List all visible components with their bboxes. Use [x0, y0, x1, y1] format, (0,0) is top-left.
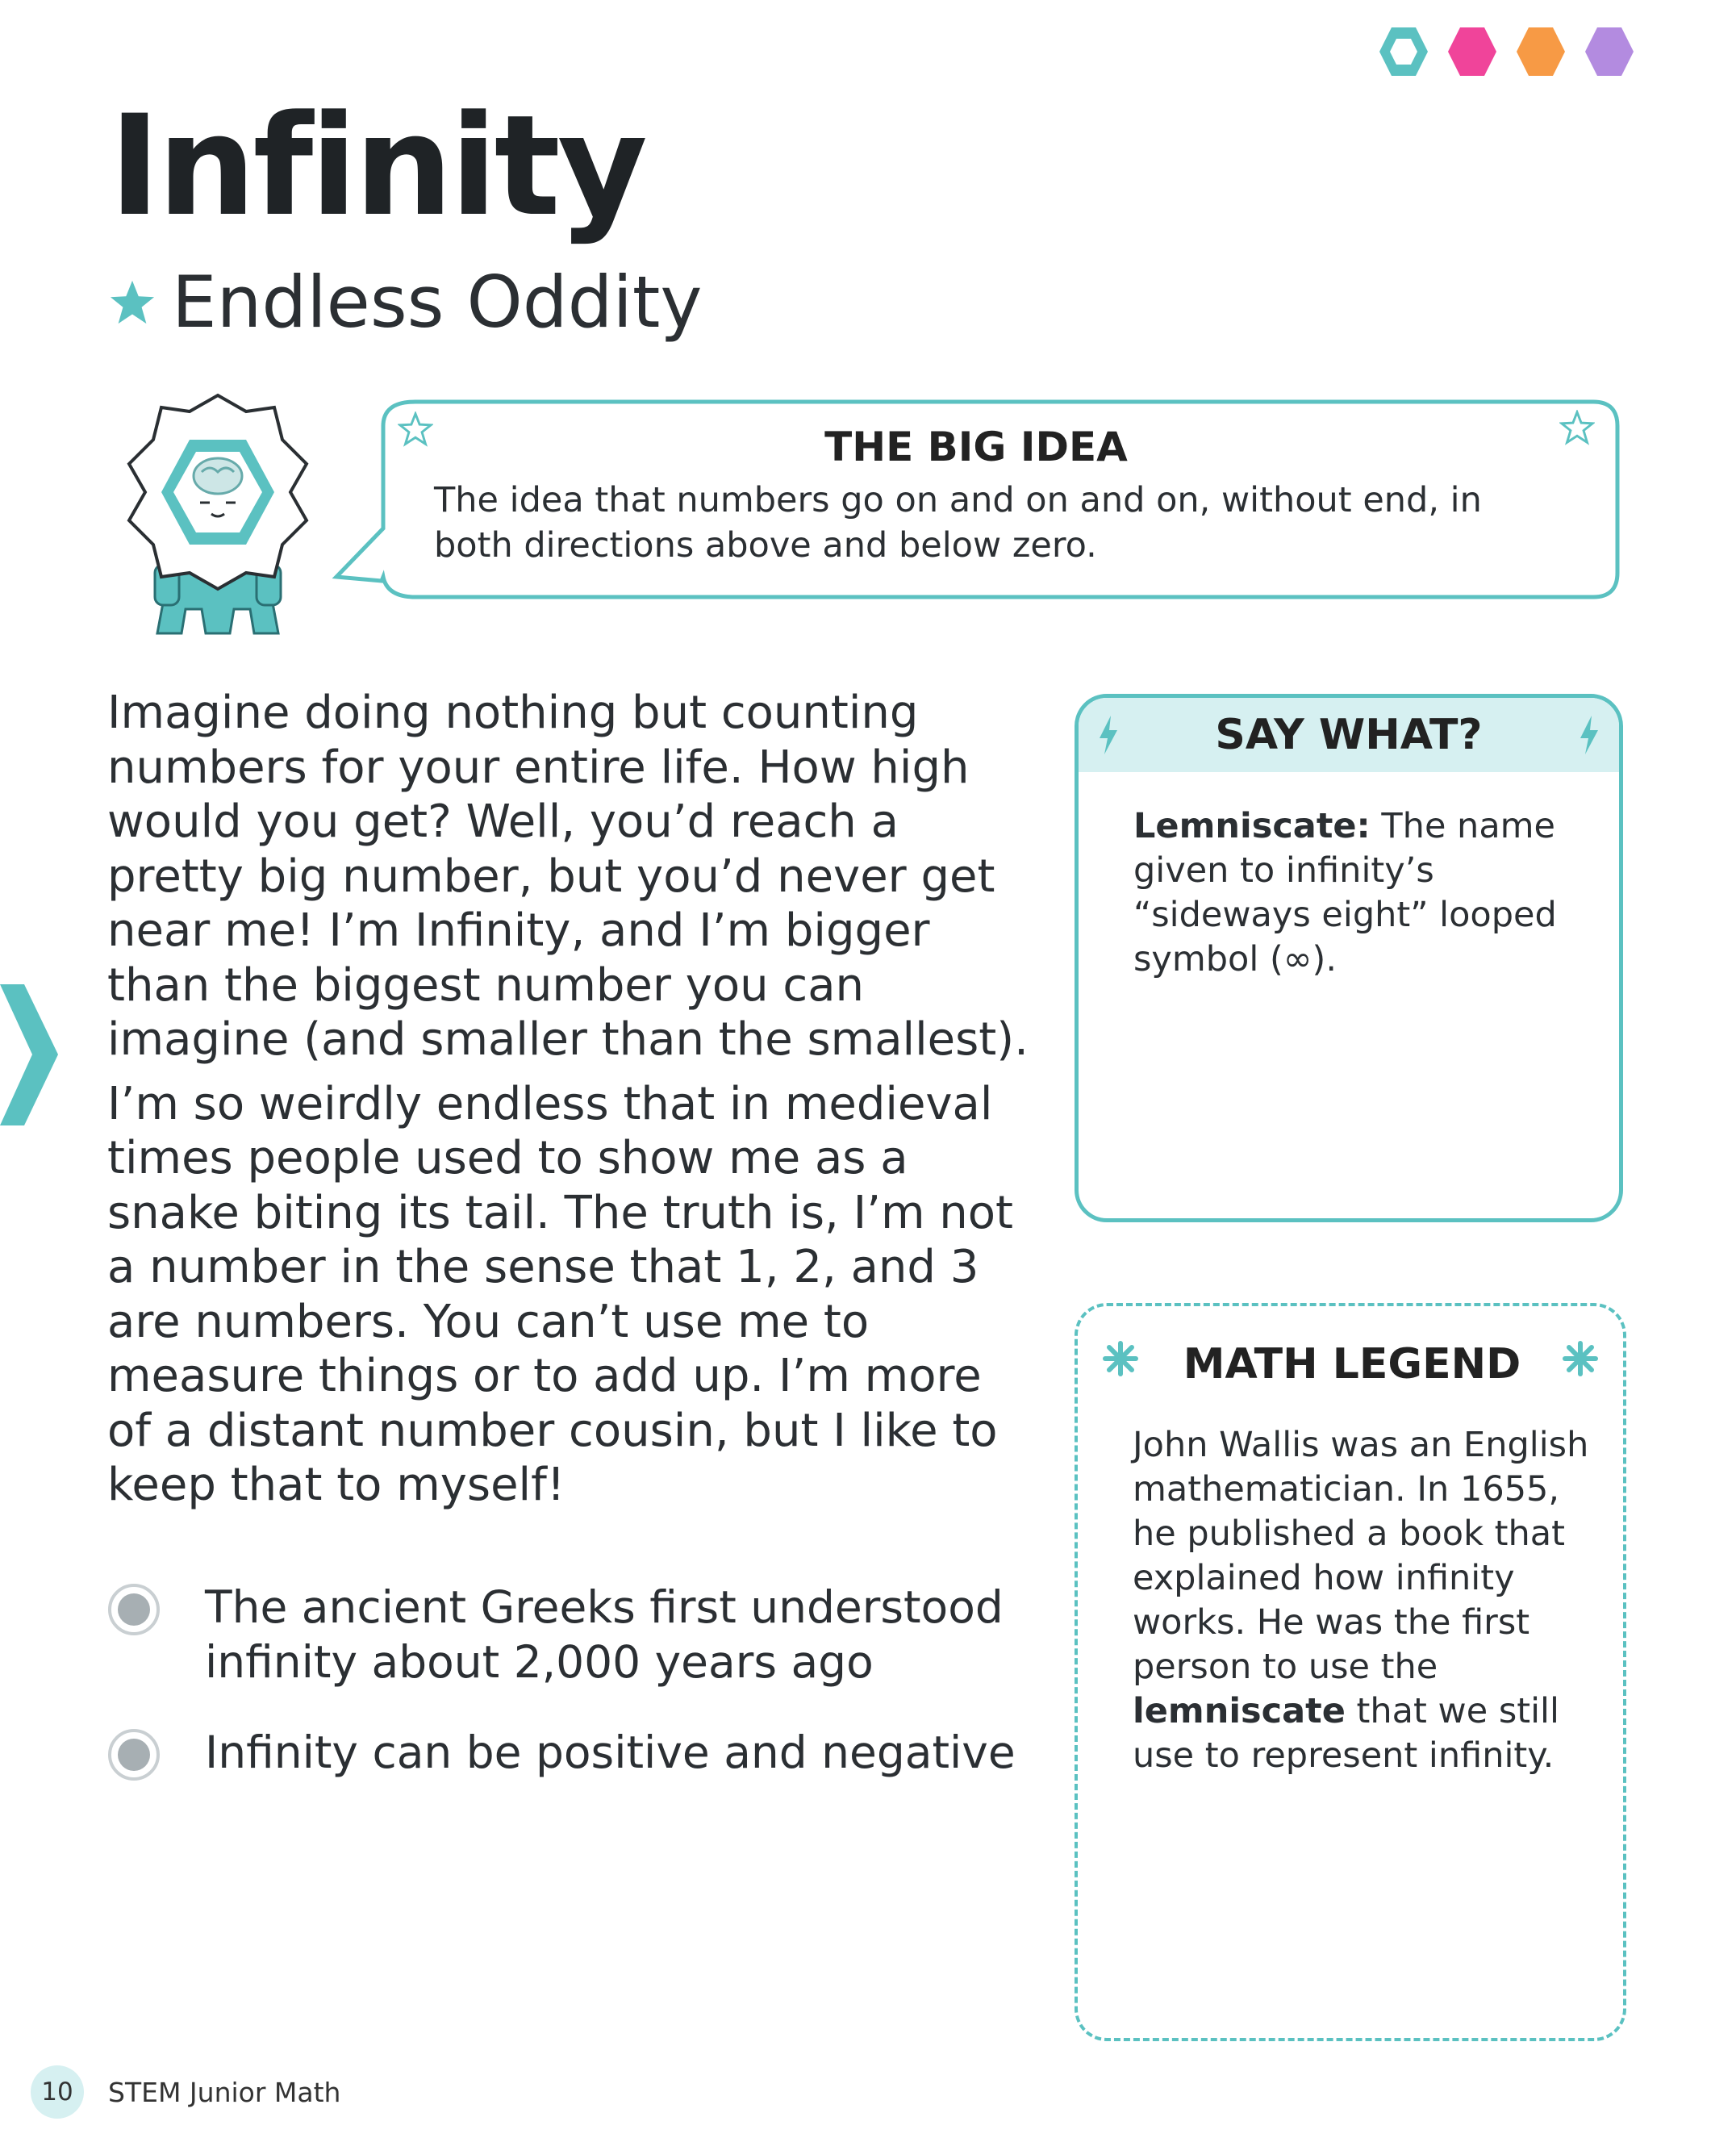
say-what-box — [1075, 694, 1623, 1222]
bullet-icon — [107, 1728, 161, 1781]
math-legend-heading: MATH LEGEND — [1183, 1340, 1521, 1388]
math-legend-box — [1075, 1303, 1626, 2041]
page-subtitle — [109, 262, 703, 343]
page-title: Infinity — [109, 85, 645, 247]
chevron-right-icon — [0, 984, 58, 1125]
glossary-definition: The name given to infinity’s “sideways eight” looped symbol (∞). — [1133, 806, 1557, 979]
hexagon-icon-purple — [1585, 27, 1634, 76]
asterisk-icon — [1562, 1340, 1599, 1377]
star-icon — [109, 279, 156, 326]
big-idea-callout — [327, 395, 1625, 605]
hexagon-icon-pink — [1448, 27, 1496, 76]
say-what-text — [1079, 772, 1619, 982]
lightning-icon — [1096, 716, 1120, 754]
page-number: 10 — [31, 2065, 84, 2119]
book-title: STEM Junior Math — [108, 2076, 341, 2108]
big-idea-text: The idea that numbers go on and on and on, without end, in both directions above and below zero. — [434, 480, 1482, 566]
fact-text: The ancient Greeks first understood infinity about 2,000 years ago — [205, 1581, 1004, 1688]
bullet-icon — [107, 1583, 161, 1636]
fact-item — [107, 1580, 1052, 1689]
fact-text: Infinity can be positive and negative — [205, 1727, 1016, 1778]
big-idea-heading: THE BIG IDEA — [824, 424, 1128, 470]
paragraph: I’m so weirdly endless that in medieval times people used to show me as a snake biting its tail. The truth is, I’m not a number in the sense that 1, 2, and 3 are numbers. You can’t use me to measure things or to add up. I’m more of a distant number cousin, but I like to keep that to myself! — [107, 1077, 1014, 1511]
hexagon-decoration — [1367, 24, 1642, 81]
glossary-term: Lemniscate: — [1133, 806, 1371, 846]
mascot-character — [113, 391, 323, 649]
say-what-heading: SAY WHAT? — [1215, 711, 1483, 759]
math-legend-text: John Wallis was an English mathematician. In 1655, he published a book that explained how infinity works. He was the first person to use the lemniscate that we still use to represent infinity. — [1133, 1425, 1589, 1776]
subtitle-text: Endless Oddity — [172, 261, 703, 344]
say-what-header — [1079, 698, 1619, 772]
page-footer — [31, 2065, 340, 2119]
fact-item — [107, 1725, 1052, 1781]
bold-term: lemniscate — [1133, 1691, 1346, 1731]
lightning-icon — [1577, 716, 1601, 754]
main-text — [107, 686, 1035, 1522]
hexagon-icon-orange — [1517, 27, 1565, 76]
paragraph: Imagine doing nothing but counting numbers for your entire life. How high would you get? Well, you’d reach a pretty big number, but you’d never get near me! I’m Infinity, and I’m bigger than the biggest number you can imagine (and smaller than the smallest). — [107, 687, 1029, 1066]
